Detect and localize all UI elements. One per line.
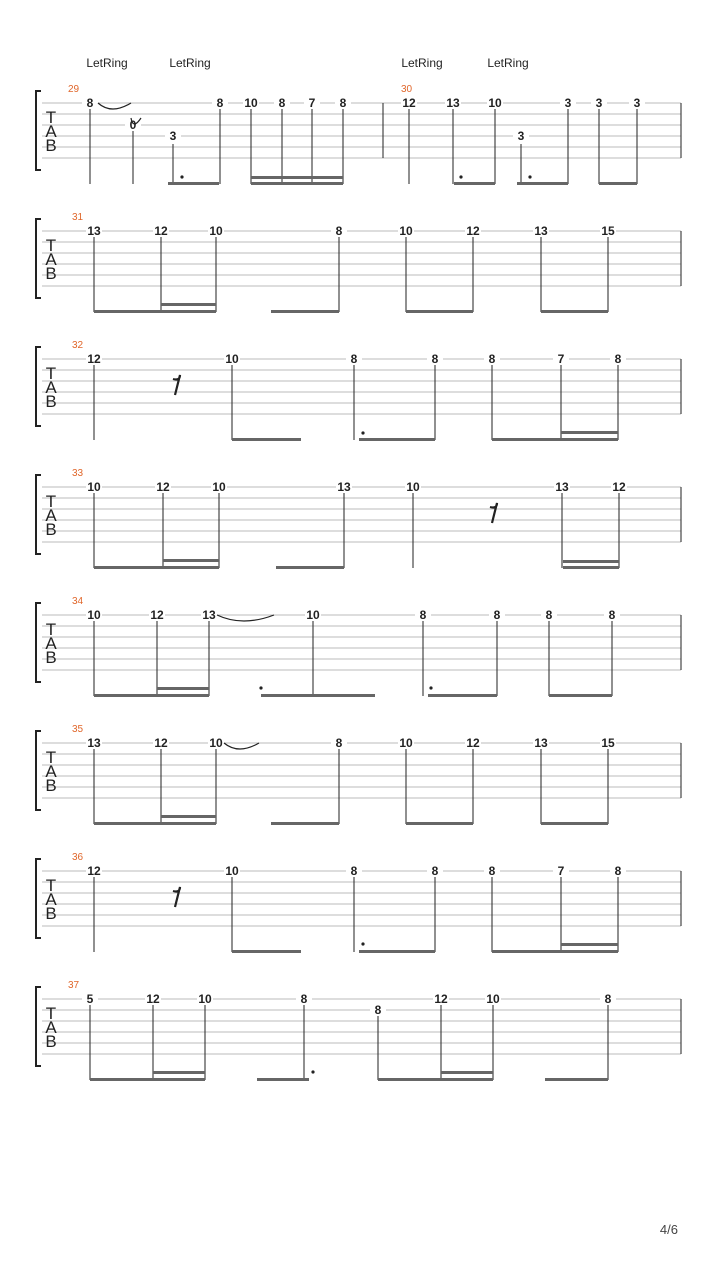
beam <box>251 182 343 185</box>
tab-clef-letter: A <box>45 122 57 141</box>
fret-number: 10 <box>87 608 101 622</box>
augmentation-dot <box>459 175 462 178</box>
fret-number: 12 <box>466 736 480 750</box>
tab-clef-letter: T <box>45 620 57 639</box>
fret-number: 10 <box>209 224 223 238</box>
fret-number: 13 <box>202 608 216 622</box>
let-ring-label: LetRing <box>401 56 443 70</box>
beam <box>541 822 608 825</box>
system-bracket <box>36 859 41 938</box>
beam <box>545 1078 608 1081</box>
beam <box>454 182 495 185</box>
tab-clef-letter: B <box>45 520 57 539</box>
let-ring-label: LetRing <box>487 56 529 70</box>
fret-number: 12 <box>150 608 164 622</box>
secondary-beam <box>161 303 216 306</box>
beam <box>257 1078 309 1081</box>
fret-number: 10 <box>198 992 212 1006</box>
fret-number: 5 <box>86 992 94 1006</box>
tie-arc <box>98 103 131 109</box>
fret-number: 10 <box>399 224 413 238</box>
fret-number: 12 <box>466 224 480 238</box>
fret-number: 8 <box>335 224 343 238</box>
fret-number: 10 <box>225 352 239 366</box>
fret-number: 8 <box>300 992 308 1006</box>
fret-number: 13 <box>534 224 548 238</box>
secondary-beam <box>561 431 618 434</box>
tab-clef-letter: A <box>45 890 57 909</box>
fret-number: 10 <box>406 480 420 494</box>
fret-number: 12 <box>87 864 101 878</box>
tie-arc <box>217 615 274 621</box>
fret-number: 12 <box>154 736 168 750</box>
tab-clef-letter: B <box>45 392 57 411</box>
fret-number: 8 <box>350 864 358 878</box>
tab-clef-letter: A <box>45 250 57 269</box>
tab-clef-letter: B <box>45 264 57 283</box>
fret-number: 12 <box>612 480 626 494</box>
beam <box>541 310 608 313</box>
fret-number: 12 <box>434 992 448 1006</box>
beam <box>428 694 497 697</box>
tab-clef-letter: A <box>45 378 57 397</box>
system-bracket <box>36 731 41 810</box>
fret-number: 3 <box>595 96 603 110</box>
beam <box>94 694 209 697</box>
augmentation-dot <box>259 686 262 689</box>
fret-number: 8 <box>278 96 286 110</box>
beam <box>359 438 435 441</box>
tab-clef-letter: A <box>45 1018 57 1037</box>
let-ring-label: LetRing <box>169 56 211 70</box>
augmentation-dot <box>361 942 364 945</box>
fret-number: 8 <box>216 96 224 110</box>
measure-number: 37 <box>68 980 80 991</box>
measure-number: 30 <box>401 84 413 95</box>
tab-clef-letter: T <box>45 876 57 895</box>
fret-number: 13 <box>87 736 101 750</box>
fret-number: 15 <box>601 736 615 750</box>
system-bracket <box>36 603 41 682</box>
fret-number: 12 <box>146 992 160 1006</box>
beam <box>232 950 301 953</box>
beam <box>492 950 618 953</box>
tab-clef-letter: B <box>45 904 57 923</box>
fret-number: 13 <box>555 480 569 494</box>
secondary-beam <box>561 943 618 946</box>
beam <box>271 310 339 313</box>
fret-number: 8 <box>488 352 496 366</box>
fret-number: 0 <box>129 118 137 132</box>
fret-number: 8 <box>614 864 622 878</box>
fret-number: 8 <box>545 608 553 622</box>
fret-number: 13 <box>534 736 548 750</box>
fret-number: 8 <box>608 608 616 622</box>
beam <box>94 566 219 569</box>
measure-number: 31 <box>72 212 84 223</box>
tab-clef-letter: B <box>45 136 57 155</box>
fret-number: 3 <box>169 129 177 143</box>
fret-number: 7 <box>557 864 565 878</box>
fret-number: 12 <box>156 480 170 494</box>
measure-number: 32 <box>72 340 84 351</box>
fret-number: 8 <box>431 352 439 366</box>
tab-clef-letter: T <box>45 364 57 383</box>
measure-number: 34 <box>72 596 84 607</box>
system-bracket <box>36 347 41 426</box>
fret-number: 8 <box>604 992 612 1006</box>
beam <box>168 182 219 185</box>
beam <box>406 822 473 825</box>
tab-clef-letter: B <box>45 776 57 795</box>
measure-number: 29 <box>68 84 80 95</box>
tab-clef-letter: T <box>45 492 57 511</box>
beam <box>232 438 301 441</box>
secondary-beam <box>161 815 216 818</box>
tab-clef-letter: B <box>45 648 57 667</box>
fret-number: 7 <box>557 352 565 366</box>
tab-clef-letter: T <box>45 748 57 767</box>
beam <box>406 310 473 313</box>
page-number: 4/6 <box>659 1222 678 1237</box>
secondary-beam <box>441 1071 493 1074</box>
secondary-beam <box>163 559 219 562</box>
tab-clef-letter: T <box>45 108 57 127</box>
beam <box>94 310 216 313</box>
measure-number: 35 <box>72 724 84 735</box>
beam <box>599 182 637 185</box>
beam <box>94 822 216 825</box>
fret-number: 8 <box>614 352 622 366</box>
system-bracket <box>36 91 41 170</box>
beam <box>378 1078 493 1081</box>
measure-number: 33 <box>72 468 84 479</box>
fret-number: 8 <box>374 1003 382 1017</box>
augmentation-dot <box>180 175 183 178</box>
measure-number: 36 <box>72 852 84 863</box>
tab-clef-letter: A <box>45 762 57 781</box>
fret-number: 13 <box>337 480 351 494</box>
fret-number: 10 <box>212 480 226 494</box>
fret-number: 10 <box>244 96 258 110</box>
secondary-beam <box>563 560 619 563</box>
fret-number: 10 <box>209 736 223 750</box>
fret-number: 15 <box>601 224 615 238</box>
tie-arc <box>224 743 259 749</box>
fret-number: 10 <box>486 992 500 1006</box>
fret-number: 13 <box>446 96 460 110</box>
secondary-beam <box>251 176 343 179</box>
beam <box>359 950 435 953</box>
fret-number: 8 <box>431 864 439 878</box>
fret-number: 3 <box>633 96 641 110</box>
augmentation-dot <box>311 1070 314 1073</box>
tab-clef-letter: A <box>45 506 57 525</box>
secondary-beam <box>157 687 209 690</box>
fret-number: 8 <box>493 608 501 622</box>
fret-number: 8 <box>339 96 347 110</box>
beam <box>549 694 612 697</box>
fret-number: 10 <box>488 96 502 110</box>
augmentation-dot <box>528 175 531 178</box>
tab-clef-letter: T <box>45 236 57 255</box>
system-bracket <box>36 219 41 298</box>
fret-number: 3 <box>564 96 572 110</box>
tab-clef-letter: T <box>45 1004 57 1023</box>
let-ring-label: LetRing <box>86 56 128 70</box>
augmentation-dot <box>361 431 364 434</box>
fret-number: 12 <box>154 224 168 238</box>
system-bracket <box>36 475 41 554</box>
fret-number: 10 <box>306 608 320 622</box>
fret-number: 13 <box>87 224 101 238</box>
fret-number: 8 <box>335 736 343 750</box>
beam <box>90 1078 205 1081</box>
beam <box>261 694 375 697</box>
augmentation-dot <box>429 686 432 689</box>
beam <box>492 438 618 441</box>
beam <box>517 182 568 185</box>
fret-number: 10 <box>87 480 101 494</box>
beam <box>276 566 344 569</box>
fret-number: 12 <box>87 352 101 366</box>
fret-number: 8 <box>86 96 94 110</box>
fret-number: 8 <box>350 352 358 366</box>
fret-number: 3 <box>517 129 525 143</box>
beam <box>271 822 339 825</box>
fret-number: 10 <box>399 736 413 750</box>
tab-clef-letter: B <box>45 1032 57 1051</box>
fret-number: 12 <box>402 96 416 110</box>
fret-number: 7 <box>308 96 316 110</box>
tab-clef-letter: A <box>45 634 57 653</box>
system-bracket <box>36 987 41 1066</box>
fret-number: 8 <box>419 608 427 622</box>
beam <box>563 566 619 569</box>
fret-number: 8 <box>488 864 496 878</box>
fret-number: 10 <box>225 864 239 878</box>
secondary-beam <box>153 1071 205 1074</box>
